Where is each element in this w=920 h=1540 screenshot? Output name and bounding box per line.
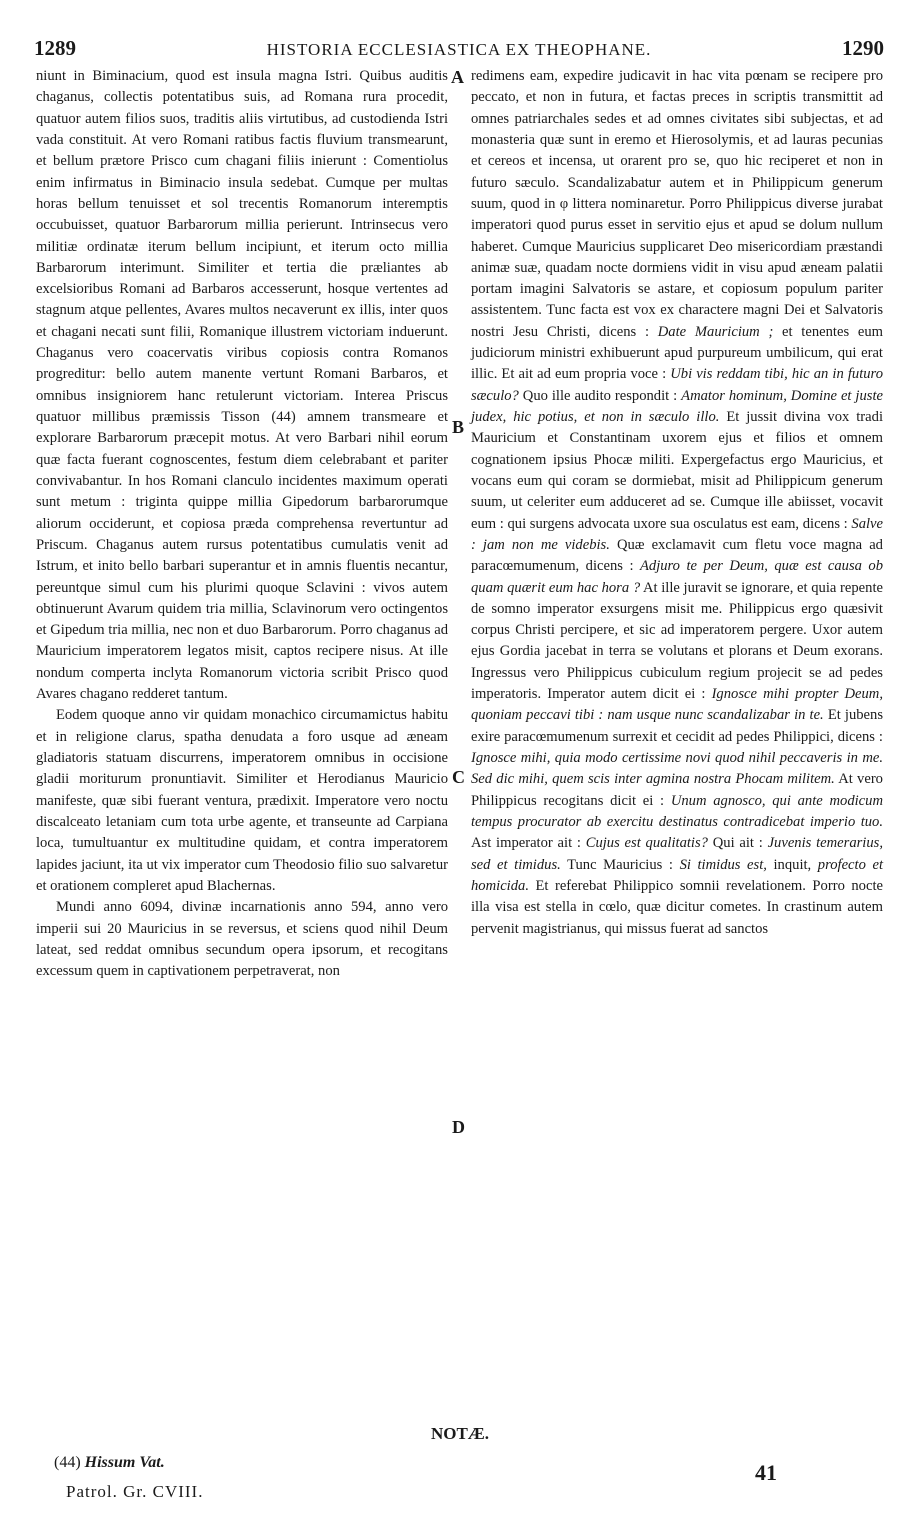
footnote-text: Hissum Vat. [84,1454,165,1471]
sheet-number: 41 [755,1460,777,1485]
right-text-run: Et jussit divina vox tradi Mauricium et Constantinam uxorem ejus et filios et omnem cognationem ipsius Phocæ militi. Expergefactus ergo Mauricius, et vocans eum qui coram se dormiebat, misit ad Philippicum generum suum, ut celeriter eum adduceret ad se. Cumque ille abiisset, vocavit eum : qui surgens advocata uxore sua osculatus est eam, dicens : [471,409,883,532]
right-text-run: At ille juravit se ignorare, et quia repente de somno imperator exsurgens misit me. Philippicus ergo quæsivit corpus Christi percipere, et sic ad imperatorem pergere. Uxor autem ejus Gordia jacebat in terra se volutans et plorans et Deum exorans. Ingressus vero Philippicus cubiculum regium projecit se ad pedes imperatoris. Imperator autem dicit ei : [471,579,883,703]
left-paragraph-1: niunt in Biminacium, quod est insula magna Istri. Quibus auditis chaganus, collectis potentatibus suis, ad Romana rura procedit, quatuor autem filios suos, traditis aliis virtutibus, ad custodienda Istri vada constituit. At vero Romani ratibus factis fluvium transmearunt, et bellum prætore Prisco cum chagani filiis inierunt : Comentiolus enim infirmatus in Biminacio insula sedebat. Cumque per multas horas bellum tenuisset et sol trecentis Romanorum interemptis occubuisset, quatuor Barbarorum millia perierunt. Intrinsecus vero militiæ ordinatæ iterum bellum incipiunt, et iterum octo millia Barbarorum interimunt. Similiter et tertia die præliantes ab excelsioribus Romani ad Barbaros accesserunt, hosque vertentes ad stagnum atque pellentes, Avares multos necaverunt ex illis, inter quos et chagani necati sunt filii, Romanique illustrem victoriam induerunt. Chaganus vero coacervatis viribus copiosis contra Romanos progreditur: bello autem manente vertunt Romani Barbaros, et omnibus insigniorem hanc retulerunt victoriam. Interea Priscus quatuor millibus præmissis Tisson (44) amnem transmeare et explorare Barbarorum præcepit motus. At vero Barbari nihil eorum quæ facta fuerant cognoscentes, festum diem celebrabant et pariter convivabantur. In hos Romani clanculo incidentes maximum operati sunt metum : triginta quippe millia Gipedorum barbarorumque aliorum occiderunt, et copiosa præda comprehensa revertuntur ad Priscum. Chaganus autem rursus potentatibus cumulatis venit ad Istrum, et inito bello barbari superantur et in amnis fluentis necantur, pereuntque simul cum his plurimi quoque Sclavini : vivos autem obtinuerunt Avarum quidem tria millia, Sclavinorum vero octingentos et Gipedum tria millia, nec non et duo Barbarorum. Porro chaganus ad Mauricium imperatorem legatos misit, captos recipere nisus. At ille nondum comperta inclyta Romanorum victoria scribit Prisco quod Avares chagano redderet tantum. [36,68,448,703]
margin-marker-c: C [452,767,465,787]
page-number-right: 1290 [842,36,884,60]
right-italic-run: Amator hominum, Domine et juste judex, hic potius, et non in sæculo illo. [471,387,883,425]
right-italic-run: Ignosce mihi, quia modo certissime novi quod nihil peccaveris in me. Sed dic mihi, quem scis inter agmina nostra Phocam militem. [471,750,883,788]
right-text-run: redimens eam, expedire judicavit in hac vita pœnam se recipere pro peccato, et non in futura, et factas preces in scriptis transmittit ad omnes patriarchales sedes et ad omnes civitates sibi subjectas, et ad monasteria quæ sunt in eremo et Hierosolymis, et ad lauras pecunias et cereos et incensa, ut orarent pro se, quo hic reciperet et non in futuro sæculo. Scandalizabatur autem et in Philippicum generum suum, quod in φ littera nominaretur. Porro Philippicus diverse jurabat imperatori quod purus esset in servitio ejus et apud se dolum nullum haberet. Cumque Mauricius supplicaret Deo misericordiam præstandi animæ suæ, quadam nocte dormiens vidit in visu apud æneam palatii portam imagini Salvatoris se astare, et copiosum populum pariter assistentem. Tunc facta est vox ex charactere magni Dei et Salvatoris nostri Jesu Christi, dicens : [471,68,883,340]
right-italic-run: Si timidus est, [679,856,767,873]
right-italic-run: Unum agnosco, qui ante modicum tempus procurator ab exercitu destinatus contradicebat imperio tuo. [471,792,883,830]
left-paragraph-2: Eodem quoque anno vir quidam monachico circumamictus habitu et in religione clarus, spatha denudata a foro usque ad æneam gladiatoris statuam discurrens, imperatorem omnibus in occisione gladii moriturum pronuntiavit. Similiter et Herodianus Mauricio manifeste, quæ sibi fuerant ventura, prædixit. Imperatore vero noctu discalceato letaniam cum tota urbe agente, et transeunte ad Carpiana loca, tumultuantur ex multitudine quidam, et contra imperatorem lapides jaciunt, ita ut vix imperator cum Theodosio filio suo salvaretur et orationem compleret apud Blachernas. [36,707,448,894]
footnote [54,1454,165,1472]
right-italic-run: Ubi vis reddam tibi, hic an in futuro sæculo? [471,366,883,404]
footnote-number: (44) [54,1454,81,1471]
right-text-run: et tenentes eum judiciorum ministri exhibuerunt apud purpureum umbilicum, qui erat illic. Et ait ad eum propria voce : [471,323,883,383]
right-text-run: Quæ exclamavit cum fletu voce magna ad paracœmumenum, dicens : [471,536,883,575]
left-paragraph-3: Mundi anno 6094, divinæ incarnationis anno 594, anno vero imperii sui 20 Mauricius in se reversus, et sciens quod nihil Deum lateat, sed reddat omnibus secundum opera ipsorum, et recogitans excessum quem in captivationem perpetraverat, non [36,899,448,980]
left-column [36,66,448,982]
right-text-run: Et referebat Philippico somnii revelationem. Porro nocte illa visa est stella in cœlo, quæ dicitur cometes. In crastinum autem pervenit magistrianus, qui missus fuerat ad sanctos [471,877,883,937]
notes-title: NOTÆ. [430,1424,490,1443]
margin-marker-b: B [452,417,465,437]
margin-marker-d: D [452,1117,465,1137]
right-text-run: Qui ait : [707,835,768,852]
right-text-run: Quo ille audito respondit : [518,387,682,404]
right-italic-run: Adjuro te per Deum, quæ est causa ob quam quærit eum hac hora ? [471,558,884,596]
right-italic-run: profecto et homicida. [471,856,884,894]
right-italic-run: Ignosce mihi propter Deum, quoniam peccavi tibi : nam usque nunc scandalizabar in te. [471,686,883,724]
running-title: HISTORIA ECCLESIASTICA EX THEOPHANE. [266,40,652,59]
right-text-run: At vero Philippicus recogitans dicit ei : [471,771,883,809]
right-italic-run: Juvenis temerarius, sed et timidus. [471,835,883,873]
right-text-run: Tunc Mauricius : [560,856,680,873]
right-italic-run: Cujus est qualitatis? [585,835,708,852]
right-paragraph [471,66,883,940]
margin-marker-a: A [451,67,464,87]
right-column [471,66,883,940]
right-text-run: inquit, [766,856,818,873]
right-italic-run: Salve : jam non me videbis. [471,515,883,553]
volume-signature: Patrol. Gr. CVIII. [66,1482,204,1501]
right-italic-run: Date Mauricium ; [657,323,774,340]
running-header [34,36,884,62]
right-text-run: Et jubens exire paracœmumenum surrexit et cecidit ad pedes Philippici, dicens : [471,707,884,745]
page-number-left: 1289 [34,36,76,60]
right-text-run: Ast imperator ait : [471,835,586,852]
